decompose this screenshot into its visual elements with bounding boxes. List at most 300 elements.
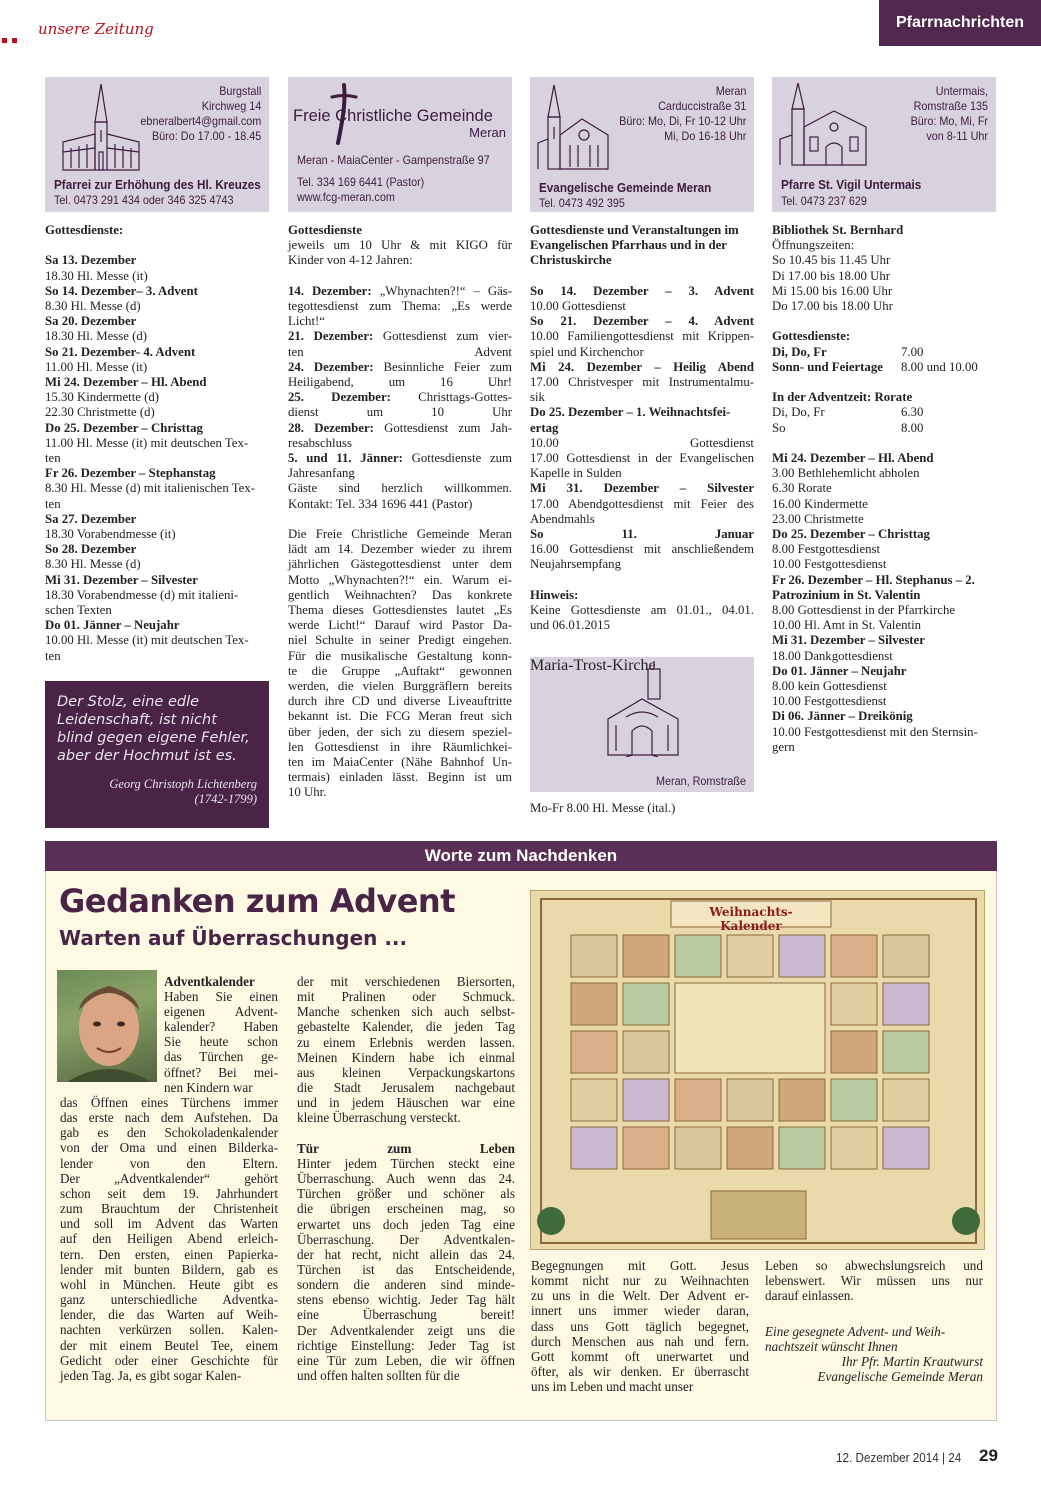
text-line bbox=[772, 512, 997, 527]
text-line bbox=[288, 618, 512, 633]
text-line bbox=[60, 1338, 278, 1353]
text-run: jeweils um 10 Uhr & mit KIGO für bbox=[288, 238, 512, 253]
bold-run: So 14. Dezember – 3. Advent bbox=[530, 283, 754, 298]
text-line bbox=[297, 1353, 515, 1368]
text-line bbox=[45, 588, 269, 603]
text-run: die Stadt Jerusalem nachgebaut bbox=[297, 1080, 515, 1096]
text-line bbox=[772, 299, 997, 314]
mariatrost-name: Maria-Trost-Kirche bbox=[530, 657, 656, 674]
calendar-door bbox=[571, 1031, 617, 1073]
text-line bbox=[530, 405, 754, 420]
text-run: Gottesdienst zum vier- bbox=[373, 329, 512, 344]
fcg-logo-name: Freie Christliche Gemeinde bbox=[293, 107, 493, 125]
text-run: 8.00 Gottesdienst in der Pfarrkirche bbox=[772, 603, 956, 618]
bold-run: So 14. Dezember– 3. Advent bbox=[45, 283, 198, 298]
calendar-door bbox=[675, 1079, 721, 1121]
text-line bbox=[288, 405, 512, 420]
box-office-hours: von 8-11 Uhr bbox=[926, 129, 988, 143]
text-run: Christtags-Gottes- bbox=[390, 390, 512, 405]
text-run: nachten verkürzen sollen. Kalen- bbox=[60, 1322, 278, 1338]
text-line bbox=[530, 269, 754, 284]
text-run: eine Tür zum Leben, die wir öffnen bbox=[297, 1352, 515, 1368]
text-line bbox=[288, 633, 512, 648]
text-line bbox=[164, 1019, 278, 1034]
text-run: Gäste sind herzlich willkommen. bbox=[288, 481, 512, 496]
text-run: 8.30 Hl. Messe (d) bbox=[45, 299, 141, 313]
text-line bbox=[530, 329, 754, 344]
text-line bbox=[45, 314, 269, 329]
text-run: und soll im Advent das Warten bbox=[60, 1216, 278, 1232]
text-line bbox=[288, 375, 512, 390]
text-line bbox=[60, 1247, 278, 1262]
tab-value: 8.00 bbox=[901, 420, 924, 435]
text-line bbox=[288, 345, 512, 360]
text-run: werden, die vielen Burggräflern bereits bbox=[288, 679, 512, 694]
calendar-door bbox=[831, 1127, 877, 1169]
text-line bbox=[531, 1258, 749, 1273]
text-run: Türchen größer und schöner als bbox=[297, 1186, 515, 1202]
text-line bbox=[772, 664, 997, 679]
text-run: mit Pralinen oder Schmuck. bbox=[297, 989, 515, 1005]
text-line bbox=[297, 1035, 515, 1050]
text-line bbox=[288, 253, 512, 268]
text-run: 10 Uhr. bbox=[288, 785, 327, 800]
text-run: ten bbox=[45, 451, 61, 466]
text-run: Abendmahls bbox=[530, 511, 595, 526]
text-line bbox=[530, 466, 754, 481]
text-line bbox=[288, 238, 512, 253]
text-line bbox=[772, 709, 997, 724]
text-run: Haben Sie einen bbox=[164, 989, 278, 1005]
text-run: sik bbox=[530, 390, 545, 405]
text-line bbox=[288, 481, 512, 496]
text-run: stens ebenso wichtig. Jeder Tag hält bbox=[297, 1292, 515, 1308]
calendar-door bbox=[571, 1127, 617, 1169]
text-line bbox=[772, 725, 997, 740]
text-line bbox=[772, 269, 997, 284]
text-run: Gottesdienst zum Jah- bbox=[373, 420, 512, 435]
text-line bbox=[164, 1080, 278, 1095]
bold-run: Mi 24. Dezember – Hl. Abend bbox=[772, 451, 934, 465]
text-run: zu uns in die Welt. Der Advent er- bbox=[531, 1288, 749, 1304]
text-line bbox=[530, 421, 754, 436]
text-run: lender, die das Warten auf Weih- bbox=[60, 1307, 278, 1323]
text-run: öfter, als wir denken. Er überrascht bbox=[531, 1364, 749, 1380]
text-run: „Whynachten?!“ – Gäs- bbox=[371, 283, 512, 298]
text-run: 23.00 Christmette bbox=[772, 511, 864, 526]
text-line bbox=[45, 390, 269, 405]
text-line bbox=[297, 1368, 515, 1383]
text-run: gebastelte Kalender, die jeden Tag bbox=[297, 1019, 515, 1035]
church-icon bbox=[536, 83, 612, 173]
text-run: Überraschung. Auch wenn das 24. bbox=[297, 1171, 515, 1187]
text-line bbox=[288, 299, 512, 314]
text-line bbox=[45, 542, 269, 557]
text-run: bekannt ist. Die FCG Meran freut sich bbox=[288, 709, 512, 724]
text-run: Heiligabend, um 16 Uhr! bbox=[288, 375, 512, 390]
text-run: der mit einem Beutel Tee, einem bbox=[60, 1337, 278, 1353]
calendar-door bbox=[623, 1127, 669, 1169]
text-run: eigenen Advent- bbox=[164, 1004, 278, 1020]
text-run: Licht!“ bbox=[288, 314, 325, 329]
text-run: eine Überraschung bereit! bbox=[297, 1307, 515, 1323]
text-line bbox=[164, 1049, 278, 1064]
bold-run: In der Adventzeit: Rorate bbox=[772, 390, 913, 405]
text-line bbox=[772, 740, 997, 755]
bold-run: So 11. Januar bbox=[530, 527, 754, 542]
text-line bbox=[45, 451, 269, 466]
box-email: ebneralbert4@gmail.com bbox=[140, 114, 261, 128]
text-line bbox=[288, 390, 512, 405]
calendar-door bbox=[727, 1079, 773, 1121]
text-run: 10.00 Festgottesdienst mit den Sternsin- bbox=[772, 724, 978, 739]
text-line bbox=[297, 1292, 515, 1307]
text-run: Motto „Whynachten?!“ ein. Warum ei- bbox=[288, 572, 512, 587]
text-line bbox=[772, 421, 997, 436]
text-run: schon seit dem 19. Jahrhundert bbox=[60, 1185, 278, 1201]
text-line bbox=[45, 238, 269, 253]
bold-run: Mi 24. Dezember – Hl. Abend bbox=[45, 375, 207, 390]
bold-run: 28. Dezember: bbox=[288, 420, 374, 435]
bold-run: Gottesdienste: bbox=[45, 223, 124, 237]
text-run: über jeden, der sich zu diesem speziel- bbox=[288, 724, 512, 739]
text-run: zum Brauchtum der Christenheit bbox=[60, 1201, 278, 1217]
text-run: Meinen Kindern habe ich einmal bbox=[297, 1049, 515, 1065]
text-line bbox=[772, 649, 997, 664]
calendar-door bbox=[727, 1127, 773, 1169]
text-run: Manche schenken sich auch selbst- bbox=[297, 1004, 515, 1020]
bold-run: Do 25. Dezember – Christtag bbox=[772, 527, 930, 542]
text-line bbox=[772, 375, 997, 390]
text-line bbox=[772, 360, 997, 375]
parish-box-fcg bbox=[288, 77, 512, 212]
text-line bbox=[288, 542, 512, 557]
text-run: dass uns Gott täglich begegnet, bbox=[531, 1318, 749, 1334]
text-line bbox=[772, 466, 997, 481]
text-line bbox=[772, 481, 997, 496]
text-line bbox=[765, 1258, 983, 1273]
signature-org: Evangelische Gemeinde Meran bbox=[817, 1369, 983, 1385]
text-run: ten bbox=[45, 648, 61, 663]
text-line bbox=[772, 527, 997, 542]
text-run: kommt nicht nur zu Weihnachten bbox=[531, 1273, 749, 1289]
text-run: Hinter jedem Türchen steckt eine bbox=[297, 1155, 515, 1171]
text-line bbox=[288, 223, 512, 238]
text-run: Begegnungen mit Gott. Jesus bbox=[531, 1258, 749, 1273]
text-line bbox=[297, 1307, 515, 1322]
calendar-door bbox=[831, 1031, 877, 1073]
text-line bbox=[45, 633, 269, 648]
bold-run: Tür zum Leben bbox=[297, 1140, 515, 1156]
text-run: 8.00 Festgottesdienst bbox=[772, 542, 881, 557]
text-run: öffnet? Bei mei- bbox=[164, 1064, 278, 1080]
signature-line: nachtszeit wünscht Ihnen bbox=[765, 1339, 898, 1355]
text-line bbox=[530, 223, 754, 238]
text-run: Neujahrsempfang bbox=[530, 557, 621, 572]
bold-run: 25. Dezember: bbox=[288, 390, 391, 405]
text-line bbox=[288, 329, 512, 344]
text-line bbox=[45, 421, 269, 436]
mariatrost-times: Mo-Fr 8.00 Hl. Messe (ital.) bbox=[530, 801, 676, 815]
footer-issue-date: 12. Dezember 2014 | 24 bbox=[836, 1450, 962, 1465]
text-line bbox=[772, 390, 997, 405]
mariatrost-place: Meran, Romstraße bbox=[655, 774, 746, 788]
box-address-line: Meran bbox=[715, 84, 746, 98]
calendar-door bbox=[675, 1127, 721, 1169]
text-line bbox=[772, 329, 997, 344]
text-run: nen Kindern war bbox=[164, 1079, 253, 1095]
text-line bbox=[60, 1171, 278, 1186]
parish-box-vigil bbox=[772, 77, 996, 212]
text-run: termais) einladen lässt. Beginn ist um bbox=[288, 770, 512, 785]
calendar-door bbox=[571, 1079, 617, 1121]
text-line bbox=[288, 664, 512, 679]
text-line bbox=[288, 436, 512, 451]
text-line bbox=[288, 725, 512, 740]
text-run: 10.00 Hl. Messe (it) mit deutschen Tex- bbox=[45, 633, 249, 648]
text-run: gentlich Weihnachten? Das konkrete bbox=[288, 587, 512, 602]
bold-run: So 21. Dezember – 4. Advent bbox=[530, 314, 754, 329]
bold-run: Di, Do, Fr bbox=[772, 344, 827, 359]
text-run: das erste nach dem Aufstehen. Da bbox=[60, 1110, 278, 1126]
text-run: aus kleinen Verpackungskartons bbox=[297, 1064, 515, 1080]
bold-run: So 21. Dezember- 4. Advent bbox=[45, 344, 196, 359]
text-run: Kinder von 4-12 Jahren: bbox=[288, 253, 413, 268]
text-line bbox=[288, 588, 512, 603]
text-line bbox=[297, 1277, 515, 1292]
text-run: gab es den Schokoladenkalender bbox=[60, 1125, 278, 1141]
article-column-2 bbox=[297, 974, 515, 1383]
advent-calendar-image bbox=[530, 890, 985, 1250]
text-line bbox=[60, 1277, 278, 1292]
text-run: 17.00 Gottesdienst in der Evangelischen bbox=[530, 451, 754, 466]
text-line bbox=[45, 512, 269, 527]
bold-run: Mi 31. Dezember – Silvester bbox=[530, 481, 754, 496]
text-line bbox=[772, 633, 997, 648]
text-run: Überraschung. Der Adventkalen- bbox=[297, 1231, 515, 1247]
text-line bbox=[772, 603, 997, 618]
text-run: und offen halten sollten für die bbox=[297, 1368, 460, 1384]
text-line bbox=[288, 573, 512, 588]
text-line bbox=[530, 588, 754, 603]
text-line bbox=[772, 588, 997, 603]
text-run: 3.00 Bethlehemlicht abholen bbox=[772, 466, 920, 481]
text-line bbox=[297, 1232, 515, 1247]
text-line bbox=[530, 618, 754, 633]
calendar-title: Weihnachts-Kalender bbox=[709, 905, 793, 933]
bold-run: Sa 13. Dezember bbox=[45, 253, 137, 268]
text-run: 17.00 Christvesper mit Instrumentalmu- bbox=[530, 375, 754, 390]
calendar-door bbox=[571, 935, 617, 977]
bold-run: Adventkalender bbox=[164, 974, 255, 989]
text-run: tegottesdienst zum Thema: „Es werde bbox=[288, 299, 512, 313]
text-line bbox=[531, 1273, 749, 1288]
text-run: 18.30 Hl. Messe (d) bbox=[45, 329, 148, 344]
text-line bbox=[164, 1034, 278, 1049]
text-run: von der Oma und einen Bilderka- bbox=[60, 1140, 278, 1156]
text-run: Besinnliche Feier zum bbox=[373, 359, 513, 374]
text-run: 22.30 Christmette (d) bbox=[45, 405, 155, 420]
bold-run: Gottesdienste und Veranstaltungen im bbox=[530, 223, 739, 237]
bold-run: Do 25. Dezember – Christtag bbox=[45, 420, 203, 435]
text-line bbox=[772, 557, 997, 572]
text-run: tern. Den ersten, einen Papierka- bbox=[60, 1246, 278, 1262]
text-line bbox=[45, 603, 269, 618]
author-portrait bbox=[57, 970, 157, 1082]
text-run: jährlichen Gästegottesdienst unter dem bbox=[288, 557, 512, 572]
text-line bbox=[765, 1273, 983, 1288]
signature-line: Eine gesegnete Advent- und Weih- bbox=[765, 1324, 946, 1339]
text-run: auf den Heiligen Abend erleich- bbox=[60, 1231, 278, 1247]
text-run: das Türchen ge- bbox=[164, 1049, 278, 1065]
text-line bbox=[297, 1019, 515, 1034]
text-line bbox=[288, 360, 512, 375]
text-run: 11.00 Hl. Messe (it) bbox=[45, 359, 148, 374]
text-run: jeden Tag. Ja, es gibt sogar Kalen- bbox=[60, 1367, 242, 1383]
text-run: der hat recht, nicht allein das 24. bbox=[297, 1246, 515, 1262]
text-run: 8.30 Hl. Messe (d) bbox=[45, 557, 141, 572]
church-icon bbox=[59, 82, 143, 174]
text-line bbox=[288, 649, 512, 664]
text-run: durch ihre CD und diverse Liveauftritte bbox=[288, 694, 512, 709]
text-line bbox=[297, 1126, 515, 1141]
text-line bbox=[772, 679, 997, 694]
text-line bbox=[60, 1307, 278, 1322]
text-run: Öffnungszeiten: bbox=[772, 238, 855, 253]
text-run: uns im Leben und macht unser bbox=[531, 1379, 694, 1395]
calendar-door bbox=[883, 1031, 929, 1073]
bold-run: Sonn- und Feiertage bbox=[772, 359, 883, 374]
bold-run: So 28. Dezember bbox=[45, 542, 137, 557]
text-run: Di 17.00 bis 18.00 Uhr bbox=[772, 268, 891, 283]
text-line bbox=[164, 974, 278, 989]
text-run: ten Advent bbox=[288, 344, 512, 359]
text-run: ten bbox=[45, 496, 61, 511]
bold-run: Gottesdienste bbox=[288, 223, 362, 237]
text-run: Türchen ist das Entscheidende, bbox=[297, 1262, 515, 1277]
text-run: 16.00 Gottesdienst mit anschließendem bbox=[530, 542, 754, 557]
text-line bbox=[60, 1216, 278, 1231]
calendar-door bbox=[883, 935, 929, 977]
text-run: das Öffnen eines Türchens immer bbox=[60, 1095, 278, 1110]
text-line bbox=[772, 253, 997, 268]
text-line bbox=[530, 512, 754, 527]
calendar-door bbox=[675, 935, 721, 977]
box-office-hours: Büro: Mo, Di, Fr 10-12 Uhr bbox=[618, 114, 746, 128]
text-line bbox=[530, 375, 754, 390]
parish-phone: Tel. 0473 291 434 oder 346 325 4743 bbox=[54, 193, 234, 207]
text-line bbox=[297, 1262, 515, 1277]
text-run: 10.00 Gottesdienst bbox=[530, 299, 626, 313]
bold-run: Fr 26. Dezember – Hl. Stephanus – 2. bbox=[772, 572, 975, 587]
calendar-center-scene bbox=[675, 983, 825, 1073]
text-run: und 06.01.2015 bbox=[530, 618, 610, 633]
text-line bbox=[288, 755, 512, 770]
text-run: 6.30 Rorate bbox=[772, 481, 832, 496]
bold-run: Sa 20. Dezember bbox=[45, 314, 137, 329]
text-line bbox=[164, 989, 278, 1004]
box-address-line: Untermais, bbox=[935, 84, 988, 98]
text-line bbox=[772, 451, 997, 466]
text-line bbox=[60, 1156, 278, 1171]
text-run: Der Adventkalender zeigt uns die bbox=[297, 1322, 515, 1338]
box-office-hours: Büro: Mo, Mi, Fr bbox=[910, 114, 988, 128]
column-evangelisch bbox=[530, 223, 754, 633]
text-line bbox=[297, 1004, 515, 1019]
parish-name: Pfarrei zur Erhöhung des Hl. Kreuzes bbox=[54, 177, 261, 192]
text-run: 18.30 Hl. Messe (it) bbox=[45, 268, 148, 283]
text-run: und in jedem Häuschen war eine bbox=[297, 1095, 515, 1111]
text-line bbox=[530, 360, 754, 375]
text-line bbox=[288, 512, 512, 527]
text-line bbox=[530, 497, 754, 512]
text-run: 11.00 Hl. Messe (it) mit deutschen Tex- bbox=[45, 435, 249, 450]
section-bar-worte: Worte zum Nachdenken bbox=[45, 841, 997, 871]
text-line bbox=[530, 557, 754, 572]
bold-run: 24. Dezember: bbox=[288, 359, 374, 374]
text-run: dienst um 10 Uhr bbox=[288, 405, 512, 420]
article-column-3 bbox=[531, 1258, 749, 1394]
text-line bbox=[60, 1095, 278, 1110]
quote-text: Der Stolz, eine edle Leidenschaft, ist nicht blind gegen eigene Fehler, aber der Hochmut ist es. bbox=[57, 694, 250, 764]
text-line bbox=[297, 1141, 515, 1156]
fcg-phone: Tel. 334 169 6441 (Pastor) bbox=[297, 175, 425, 189]
text-line bbox=[288, 527, 512, 542]
text-run: zu einem Erlebnis werden lassen. bbox=[297, 1034, 515, 1050]
text-run: Di, Do, Fr bbox=[772, 405, 825, 420]
text-run: richtige Einstellung: Jeder Tag ist bbox=[297, 1337, 515, 1353]
text-line bbox=[45, 405, 269, 420]
church-icon bbox=[602, 659, 682, 757]
text-run: lender mit bunten Bildern, gab es bbox=[60, 1261, 278, 1277]
text-run: 10.00 Festgottesdienst bbox=[772, 557, 887, 572]
text-line bbox=[531, 1303, 749, 1318]
calendar-door bbox=[779, 1079, 825, 1121]
text-line bbox=[772, 694, 997, 709]
text-run: Mi 15.00 bis 16.00 Uhr bbox=[772, 283, 893, 298]
text-run: len Gottesdienst in ihre Räumlichkei- bbox=[288, 739, 512, 754]
text-run: schen Texten bbox=[45, 603, 112, 618]
text-run: lender von den Eltern. bbox=[60, 1155, 278, 1171]
bold-run: Hinweis: bbox=[530, 587, 579, 602]
text-line bbox=[164, 1065, 278, 1080]
text-line bbox=[530, 238, 754, 253]
bold-run: 5. und 11. Jänner: bbox=[288, 451, 403, 466]
text-line bbox=[530, 542, 754, 557]
text-run: Der „Adventkalender“ gehört bbox=[60, 1170, 278, 1186]
text-line bbox=[45, 360, 269, 375]
calendar-door bbox=[831, 935, 877, 977]
text-line bbox=[530, 603, 754, 618]
text-line bbox=[288, 497, 512, 512]
text-line bbox=[288, 770, 512, 785]
text-line bbox=[772, 436, 997, 451]
text-line bbox=[288, 466, 512, 481]
brand-logo: unsere Zeitung bbox=[38, 20, 154, 38]
calendar-door bbox=[831, 1079, 877, 1121]
text-line bbox=[765, 1288, 983, 1303]
text-line bbox=[288, 451, 512, 466]
text-run: So bbox=[772, 420, 786, 435]
text-run: Gedicht oder einer Geschichte für bbox=[60, 1352, 278, 1368]
box-office-hours: Mi, Do 16-18 Uhr bbox=[663, 129, 746, 143]
text-line bbox=[288, 314, 512, 329]
text-line bbox=[772, 573, 997, 588]
text-run: durch Menschen aus nah und fern. bbox=[531, 1333, 749, 1349]
parish-name: Evangelische Gemeinde Meran bbox=[539, 180, 712, 195]
text-line bbox=[60, 1262, 278, 1277]
calendar-door bbox=[883, 1127, 929, 1169]
